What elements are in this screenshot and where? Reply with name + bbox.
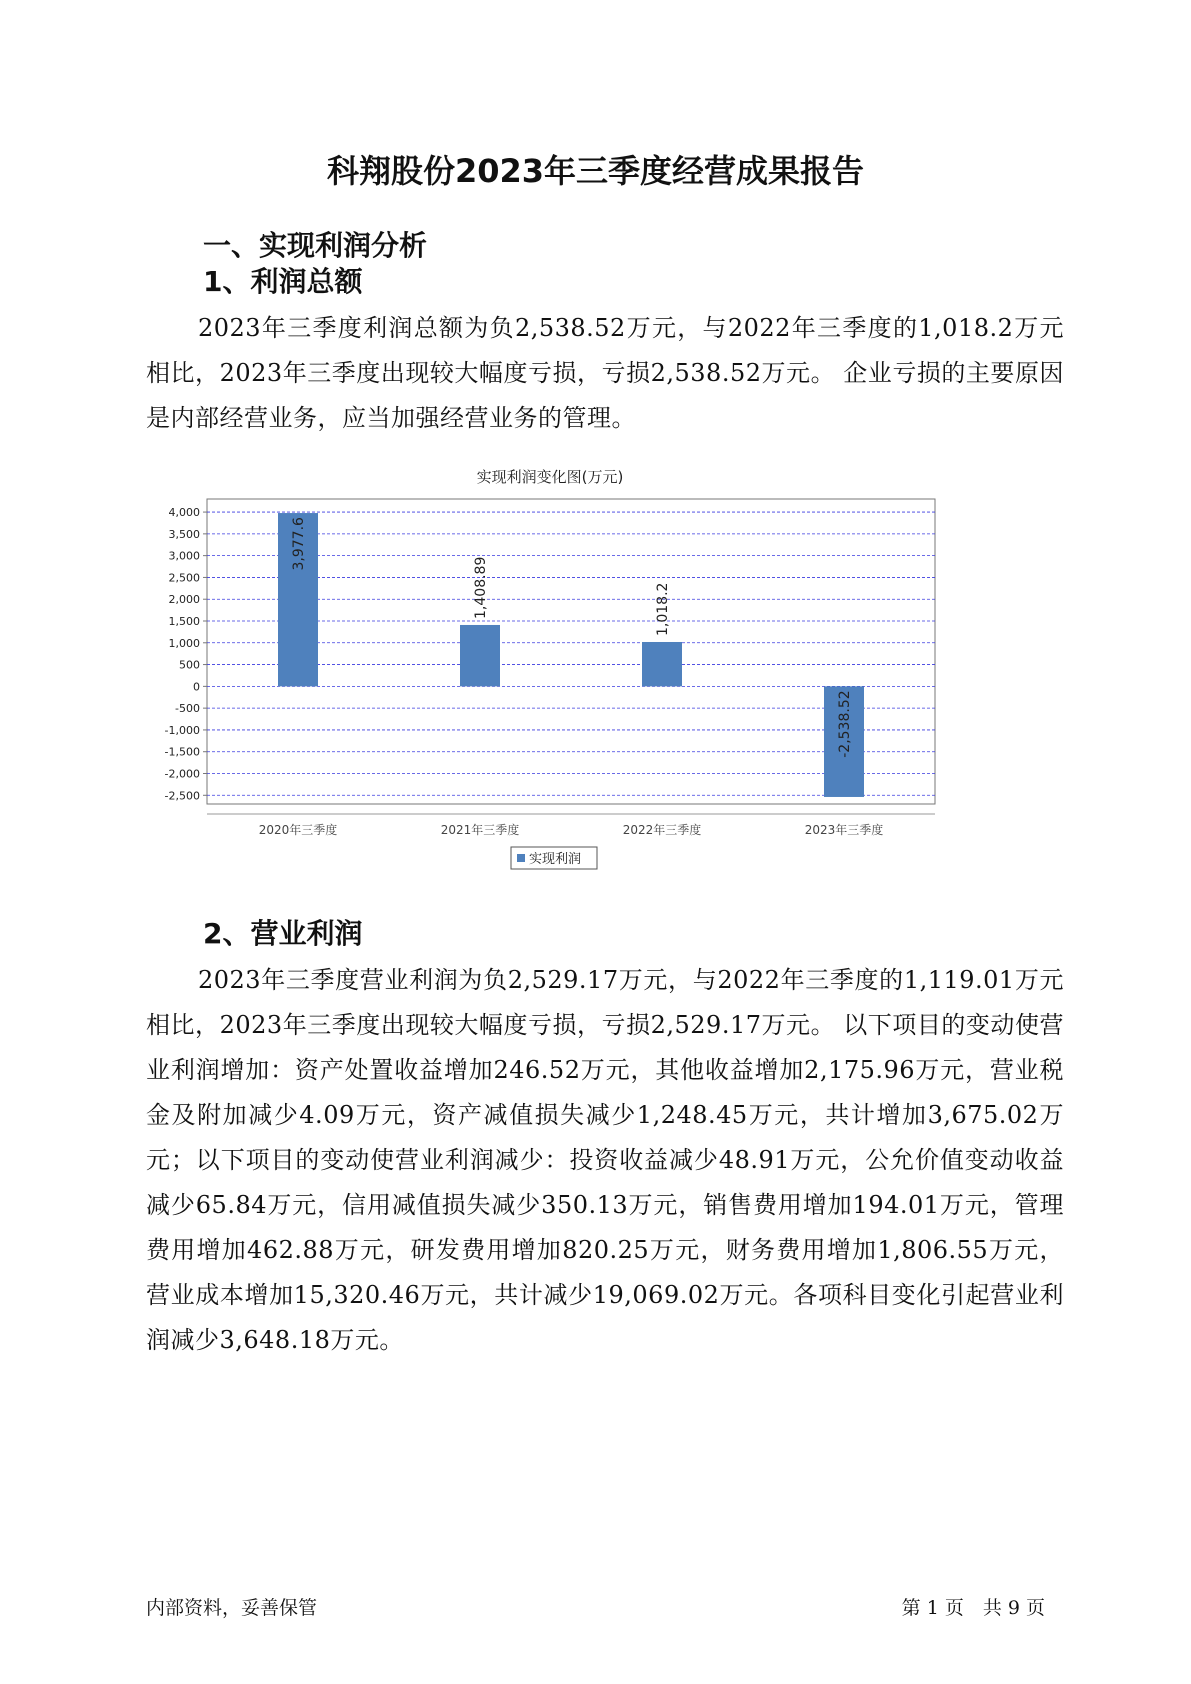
y-tick-label: 3,000 <box>168 549 200 563</box>
y-tick-label: 2,500 <box>168 571 200 585</box>
y-tick-label: 2,000 <box>168 593 200 607</box>
y-tick-label: 0 <box>193 680 200 694</box>
y-tick-label: -500 <box>175 702 200 716</box>
y-tick-label: 500 <box>179 658 200 672</box>
section-heading-profit-analysis: 一、实现利润分析 <box>203 229 428 262</box>
y-tick-label: -1,500 <box>164 745 200 759</box>
y-tick-label: -2,500 <box>164 789 200 803</box>
operating-profit-paragraph: 2023年三季度营业利润为负2,529.17万元，与2022年三季度的1,119.01万元相比，2023年三季度出现较大幅度亏损，亏损2,529.17万元。 以下项目的变动使营业利润增加：资产处置收益增加246.52万元，其他收益增加2,175.96万元，营业税金及附加减少4.09万元，资产减值损失减少1,248.45万元，共计增加3,675.02万元；以下项目的变动使营业利润减少：投资收益减少48.91万元，公允价值变动收益减少65.84万元，信用减值损失减少350.13万元，销售费用增加194.01万元，管理费用增加462.88万元，研发费用增加820.25万元，财务费用增加1,806.55万元，营业成本增加15,320.46万元，共计减少19,069.02万元。各项科目变化引起营业利润减少3,648.18万元。 <box>146 966 1064 1354</box>
y-tick-label: 4,000 <box>168 506 200 520</box>
total-profit-paragraph: 2023年三季度利润总额为负2,538.52万元，与2022年三季度的1,018.2万元相比，2023年三季度出现较大幅度亏损，亏损2,538.52万元。 企业亏损的主要原因是内部经营业务，应当加强经营业务的管理。 <box>146 314 1064 432</box>
footer-page-number: 第 1 页 共 9 页 <box>901 1597 1045 1619</box>
bar-value-label: 1,408.89 <box>473 556 489 619</box>
footer-confidential-note: 内部资料，妥善保管 <box>146 1597 318 1619</box>
y-tick-label: 3,500 <box>168 527 200 541</box>
bar-3 <box>642 642 682 686</box>
y-tick-label: 1,000 <box>168 636 200 650</box>
bar-value-label: 3,977.6 <box>291 517 307 571</box>
y-tick-label: -1,000 <box>164 723 200 737</box>
bar-value-label: -2,538.52 <box>837 690 853 758</box>
legend-label: 实现利润 <box>529 852 582 867</box>
x-category-label: 2022年三季度 <box>622 823 702 837</box>
profit-chart <box>150 462 950 892</box>
report-title: 科翔股份2023年三季度经营成果报告 <box>326 152 865 190</box>
bar-value-label: 1,018.2 <box>655 582 671 636</box>
y-tick-label: -2,000 <box>164 767 200 781</box>
profit-bar-chart <box>150 462 950 888</box>
x-category-label: 2021年三季度 <box>440 823 520 837</box>
legend-swatch <box>517 854 525 862</box>
chart-title: 实现利润变化图(万元) <box>476 468 624 486</box>
subsection-heading-operating-profit: 2、营业利润 <box>203 917 363 950</box>
bar-2 <box>460 625 500 686</box>
y-tick-label: 1,500 <box>168 615 200 628</box>
subsection-heading-total-profit: 1、利润总额 <box>203 265 363 298</box>
x-category-label: 2023年三季度 <box>804 823 884 837</box>
x-category-label: 2020年三季度 <box>258 823 338 837</box>
